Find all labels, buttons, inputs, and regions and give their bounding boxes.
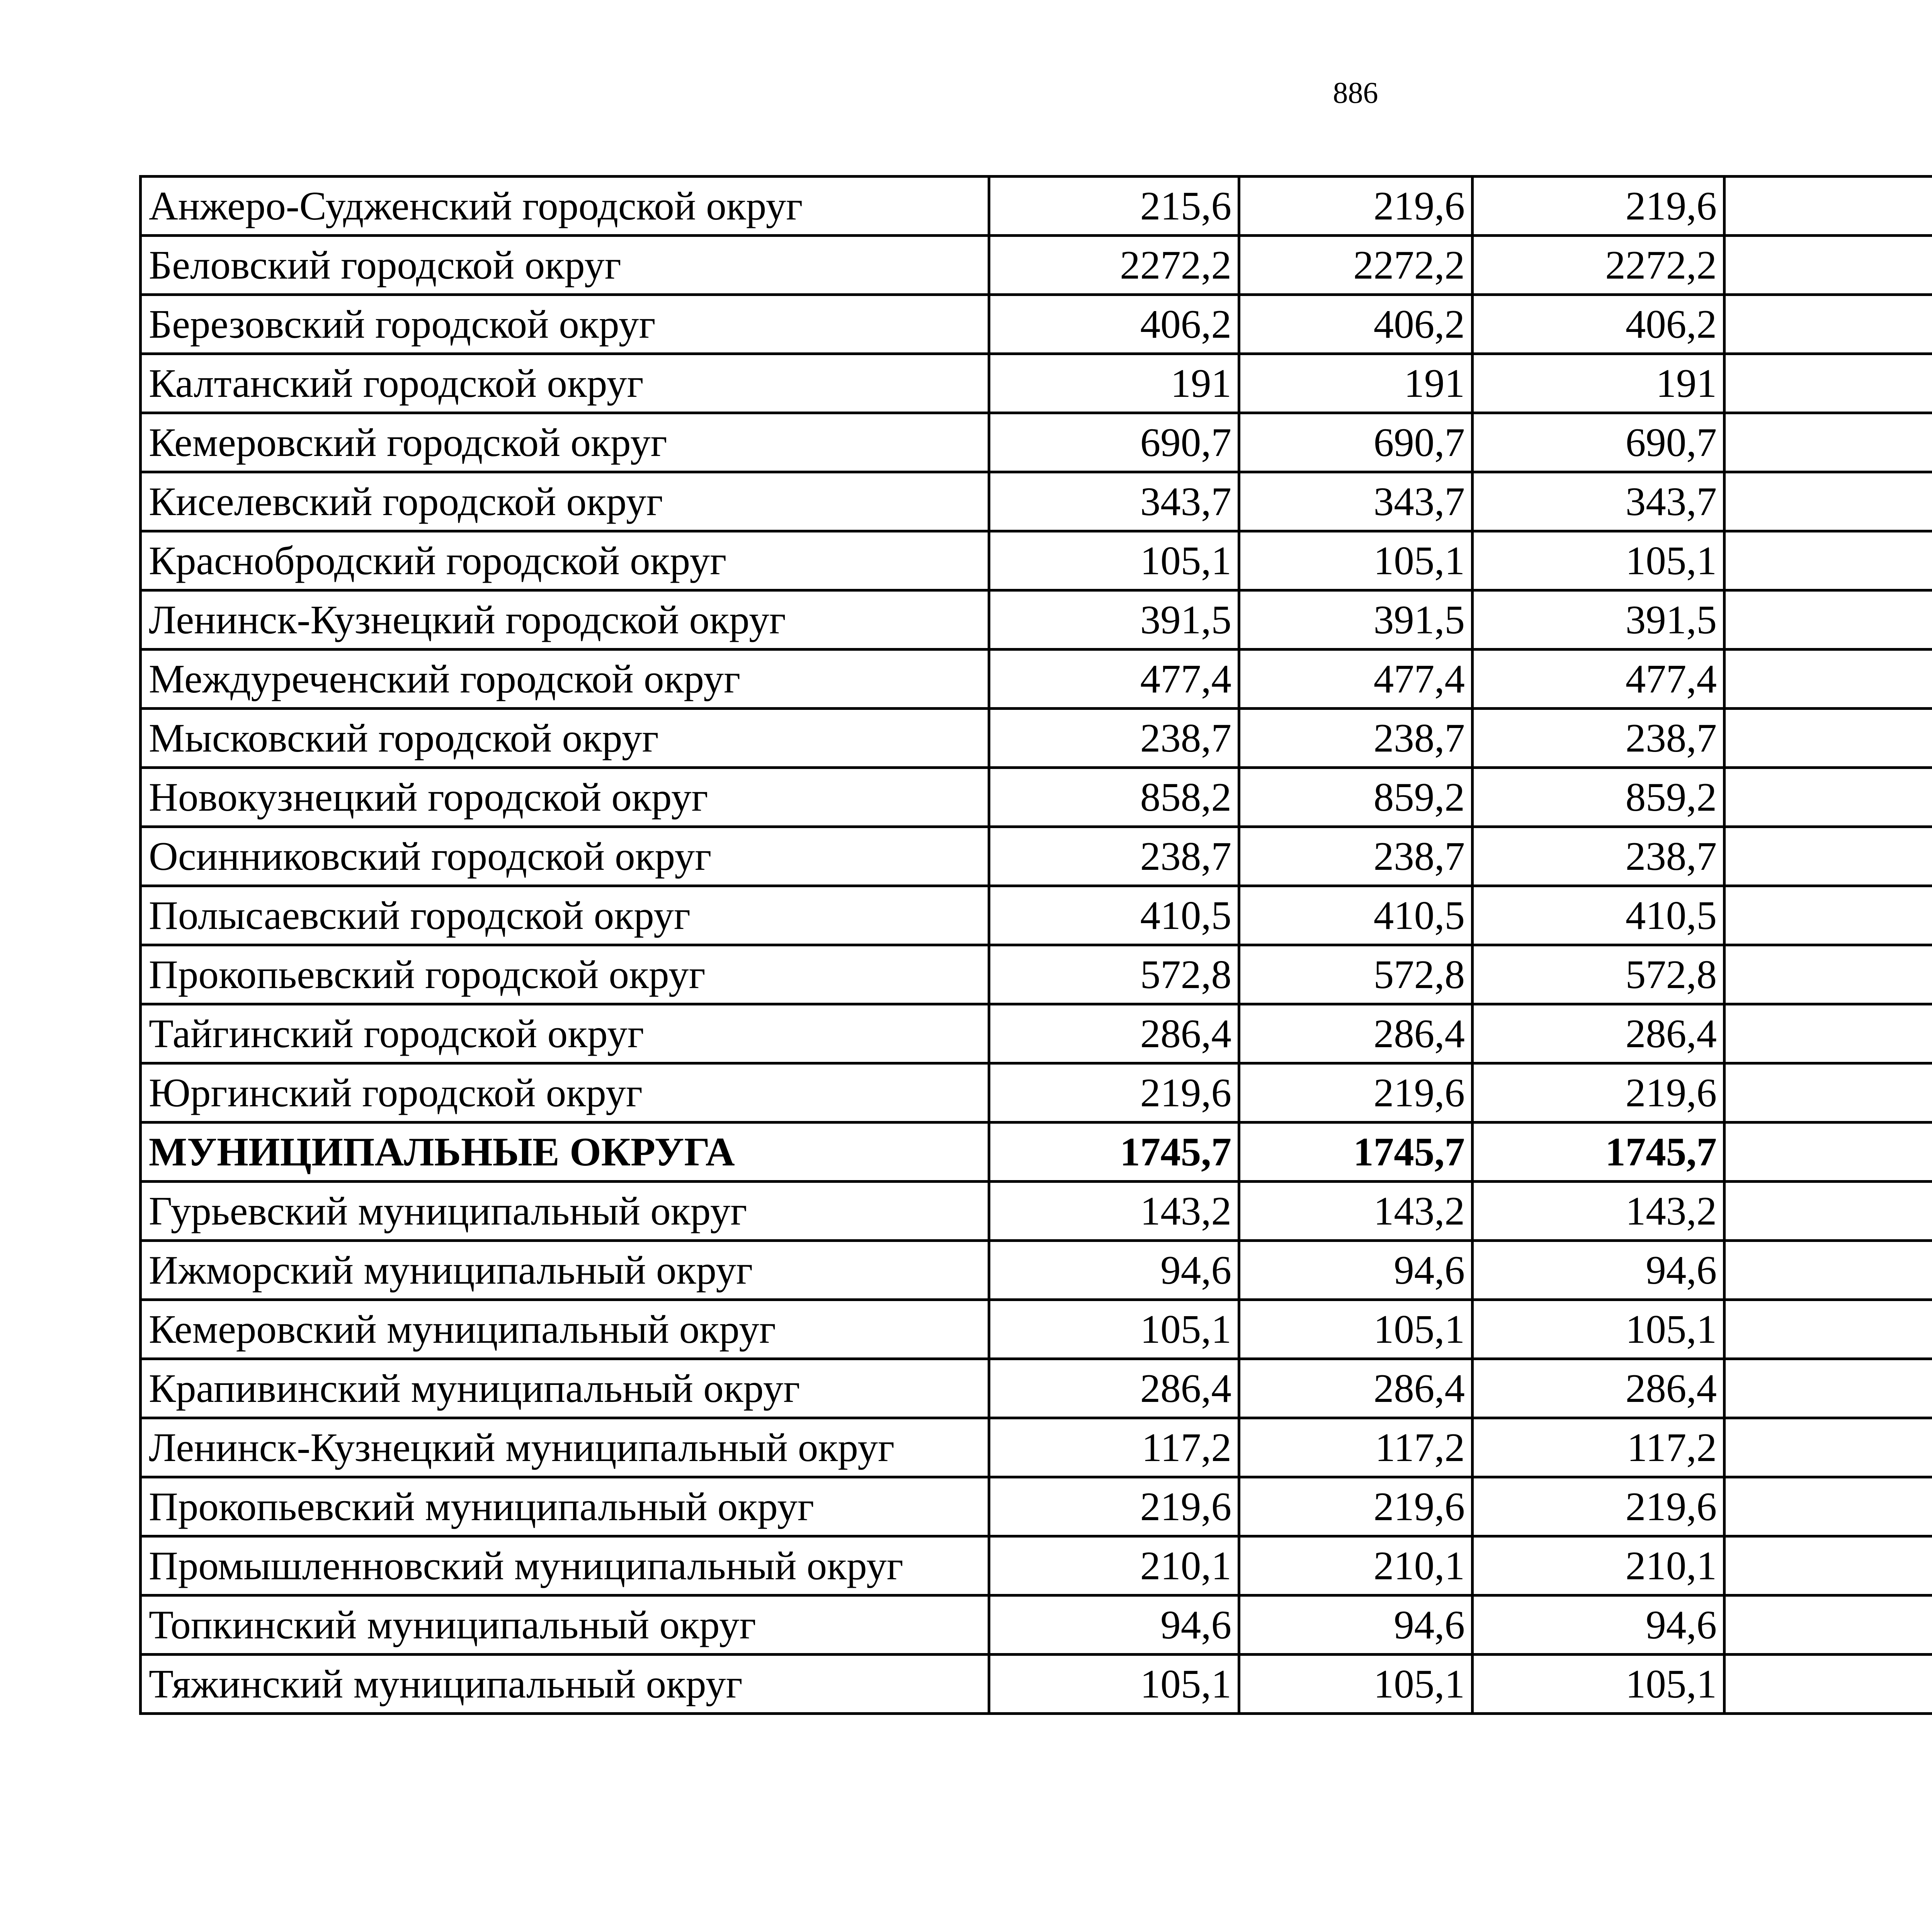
value-cell-1: 343,7 — [989, 472, 1239, 531]
value-cell-4 — [1725, 1063, 1932, 1123]
table-row — [141, 1536, 1932, 1596]
value-cell-2: 690,7 — [1239, 413, 1473, 472]
value-cell-3: 238,7 — [1473, 827, 1725, 886]
value-cell-1: 410,5 — [989, 886, 1239, 945]
value-cell-3: 391,5 — [1473, 590, 1725, 650]
table-row — [141, 1596, 1932, 1655]
table-row — [141, 945, 1932, 1004]
value-cell-4 — [1725, 531, 1932, 590]
value-cell-2: 105,1 — [1239, 531, 1473, 590]
value-cell-3: 1745,7 — [1473, 1123, 1725, 1182]
district-name-cell: Киселевский городской округ — [141, 472, 989, 531]
table-row — [141, 827, 1932, 886]
value-cell-4 — [1725, 1241, 1932, 1300]
value-cell-4 — [1725, 1182, 1932, 1241]
table-row — [141, 590, 1932, 650]
value-cell-4 — [1725, 945, 1932, 1004]
value-cell-1: 238,7 — [989, 709, 1239, 768]
table-row — [141, 1063, 1932, 1123]
value-cell-1: 858,2 — [989, 768, 1239, 827]
value-cell-4 — [1725, 1300, 1932, 1359]
value-cell-2: 477,4 — [1239, 650, 1473, 709]
district-name-cell: Беловский городской округ — [141, 236, 989, 295]
value-cell-4 — [1725, 1123, 1932, 1182]
district-name-cell: Гурьевский муниципальный округ — [141, 1182, 989, 1241]
value-cell-4 — [1725, 590, 1932, 650]
value-cell-3: 191 — [1473, 354, 1725, 413]
value-cell-2: 859,2 — [1239, 768, 1473, 827]
table-row — [141, 472, 1932, 531]
value-cell-3: 286,4 — [1473, 1359, 1725, 1418]
table-row — [141, 1477, 1932, 1536]
value-cell-1: 572,8 — [989, 945, 1239, 1004]
value-cell-2: 143,2 — [1239, 1182, 1473, 1241]
value-cell-3: 143,2 — [1473, 1182, 1725, 1241]
value-cell-4 — [1725, 295, 1932, 354]
value-cell-2: 105,1 — [1239, 1655, 1473, 1714]
value-cell-3: 859,2 — [1473, 768, 1725, 827]
value-cell-1: 143,2 — [989, 1182, 1239, 1241]
value-cell-4 — [1725, 1418, 1932, 1477]
value-cell-3: 343,7 — [1473, 472, 1725, 531]
district-name-cell: Тайгинский городской округ — [141, 1004, 989, 1063]
value-cell-3: 219,6 — [1473, 1477, 1725, 1536]
district-name-cell: Юргинский городской округ — [141, 1063, 989, 1123]
table-row — [141, 354, 1932, 413]
value-cell-1: 215,6 — [989, 177, 1239, 236]
district-name-cell: Осинниковский городской округ — [141, 827, 989, 886]
value-cell-3: 219,6 — [1473, 177, 1725, 236]
value-cell-1: 191 — [989, 354, 1239, 413]
table-row — [141, 768, 1932, 827]
value-cell-3: 210,1 — [1473, 1536, 1725, 1596]
district-name-cell: Прокопьевский муниципальный округ — [141, 1477, 989, 1536]
district-name-cell: Кемеровский городской округ — [141, 413, 989, 472]
value-cell-3: 2272,2 — [1473, 236, 1725, 295]
district-name-cell: Краснобродский городской округ — [141, 531, 989, 590]
value-cell-3: 105,1 — [1473, 1655, 1725, 1714]
value-cell-2: 406,2 — [1239, 295, 1473, 354]
value-cell-1: 391,5 — [989, 590, 1239, 650]
value-cell-2: 105,1 — [1239, 1300, 1473, 1359]
district-name-cell: Калтанский городской округ — [141, 354, 989, 413]
value-cell-2: 191 — [1239, 354, 1473, 413]
value-cell-2: 286,4 — [1239, 1359, 1473, 1418]
value-cell-1: 238,7 — [989, 827, 1239, 886]
district-name-cell: Промышленновский муниципальный округ — [141, 1536, 989, 1596]
table-row — [141, 1004, 1932, 1063]
district-name-cell: Ленинск-Кузнецкий муниципальный округ — [141, 1418, 989, 1477]
value-cell-4 — [1725, 1596, 1932, 1655]
district-name-cell: Кемеровский муниципальный округ — [141, 1300, 989, 1359]
value-cell-1: 286,4 — [989, 1359, 1239, 1418]
value-cell-2: 117,2 — [1239, 1418, 1473, 1477]
value-cell-1: 94,6 — [989, 1596, 1239, 1655]
value-cell-4 — [1725, 177, 1932, 236]
value-cell-4 — [1725, 1004, 1932, 1063]
value-cell-2: 210,1 — [1239, 1536, 1473, 1596]
value-cell-3: 406,2 — [1473, 295, 1725, 354]
value-cell-1: 105,1 — [989, 1655, 1239, 1714]
value-cell-4 — [1725, 886, 1932, 945]
district-name-cell: Мысковский городской округ — [141, 709, 989, 768]
value-cell-4 — [1725, 768, 1932, 827]
value-cell-3: 105,1 — [1473, 531, 1725, 590]
value-cell-3: 219,6 — [1473, 1063, 1725, 1123]
value-cell-4 — [1725, 709, 1932, 768]
value-cell-2: 94,6 — [1239, 1596, 1473, 1655]
table-row — [141, 531, 1932, 590]
page-number: 886 — [1333, 76, 1378, 109]
table-row — [141, 1300, 1932, 1359]
value-cell-1: 690,7 — [989, 413, 1239, 472]
value-cell-1: 219,6 — [989, 1477, 1239, 1536]
value-cell-1: 219,6 — [989, 1063, 1239, 1123]
district-name-cell: Крапивинский муниципальный округ — [141, 1359, 989, 1418]
district-name-cell: Прокопьевский городской округ — [141, 945, 989, 1004]
value-cell-2: 219,6 — [1239, 1477, 1473, 1536]
table-row — [141, 1418, 1932, 1477]
value-cell-2: 286,4 — [1239, 1004, 1473, 1063]
value-cell-4 — [1725, 1655, 1932, 1714]
value-cell-4 — [1725, 472, 1932, 531]
value-cell-3: 238,7 — [1473, 709, 1725, 768]
value-cell-3: 105,1 — [1473, 1300, 1725, 1359]
value-cell-1: 210,1 — [989, 1536, 1239, 1596]
value-cell-3: 690,7 — [1473, 413, 1725, 472]
value-cell-2: 391,5 — [1239, 590, 1473, 650]
value-cell-2: 238,7 — [1239, 827, 1473, 886]
district-name-cell: МУНИЦИПАЛЬНЫЕ ОКРУГА — [141, 1123, 989, 1182]
table-row — [141, 177, 1932, 236]
district-name-cell: Полысаевский городской округ — [141, 886, 989, 945]
table-row — [141, 709, 1932, 768]
table-row — [141, 886, 1932, 945]
value-cell-1: 105,1 — [989, 531, 1239, 590]
table-body — [141, 177, 1932, 1714]
value-cell-4 — [1725, 413, 1932, 472]
value-cell-1: 286,4 — [989, 1004, 1239, 1063]
district-name-cell: Ленинск-Кузнецкий городской округ — [141, 590, 989, 650]
value-cell-1: 477,4 — [989, 650, 1239, 709]
district-name-cell: Ижморский муниципальный округ — [141, 1241, 989, 1300]
value-cell-4 — [1725, 827, 1932, 886]
section-header-row — [141, 1123, 1932, 1182]
value-cell-4 — [1725, 1536, 1932, 1596]
value-cell-3: 410,5 — [1473, 886, 1725, 945]
district-name-cell: Березовский городской округ — [141, 295, 989, 354]
district-name-cell: Междуреченский городской округ — [141, 650, 989, 709]
value-cell-1: 1745,7 — [989, 1123, 1239, 1182]
value-cell-2: 238,7 — [1239, 709, 1473, 768]
value-cell-4 — [1725, 1477, 1932, 1536]
value-cell-1: 2272,2 — [989, 236, 1239, 295]
district-name-cell: Анжеро-Судженский городской округ — [141, 177, 989, 236]
table-row — [141, 413, 1932, 472]
value-cell-3: 94,6 — [1473, 1596, 1725, 1655]
data-table — [139, 175, 1932, 1715]
value-cell-2: 2272,2 — [1239, 236, 1473, 295]
table-row — [141, 1655, 1932, 1714]
value-cell-2: 94,6 — [1239, 1241, 1473, 1300]
value-cell-4 — [1725, 1359, 1932, 1418]
value-cell-2: 410,5 — [1239, 886, 1473, 945]
value-cell-1: 117,2 — [989, 1418, 1239, 1477]
table-row — [141, 1359, 1932, 1418]
value-cell-3: 477,4 — [1473, 650, 1725, 709]
table-row — [141, 236, 1932, 295]
value-cell-3: 572,8 — [1473, 945, 1725, 1004]
district-name-cell: Новокузнецкий городской округ — [141, 768, 989, 827]
value-cell-4 — [1725, 650, 1932, 709]
value-cell-3: 94,6 — [1473, 1241, 1725, 1300]
district-name-cell: Тяжинский муниципальный округ — [141, 1655, 989, 1714]
value-cell-1: 406,2 — [989, 295, 1239, 354]
value-cell-2: 219,6 — [1239, 177, 1473, 236]
table-row — [141, 1241, 1932, 1300]
table-row — [141, 1182, 1932, 1241]
table-row — [141, 650, 1932, 709]
value-cell-4 — [1725, 236, 1932, 295]
value-cell-3: 286,4 — [1473, 1004, 1725, 1063]
value-cell-2: 1745,7 — [1239, 1123, 1473, 1182]
value-cell-4 — [1725, 354, 1932, 413]
value-cell-3: 117,2 — [1473, 1418, 1725, 1477]
value-cell-2: 343,7 — [1239, 472, 1473, 531]
value-cell-1: 105,1 — [989, 1300, 1239, 1359]
value-cell-2: 219,6 — [1239, 1063, 1473, 1123]
district-name-cell: Топкинский муниципальный округ — [141, 1596, 989, 1655]
value-cell-2: 572,8 — [1239, 945, 1473, 1004]
value-cell-1: 94,6 — [989, 1241, 1239, 1300]
table-row — [141, 295, 1932, 354]
